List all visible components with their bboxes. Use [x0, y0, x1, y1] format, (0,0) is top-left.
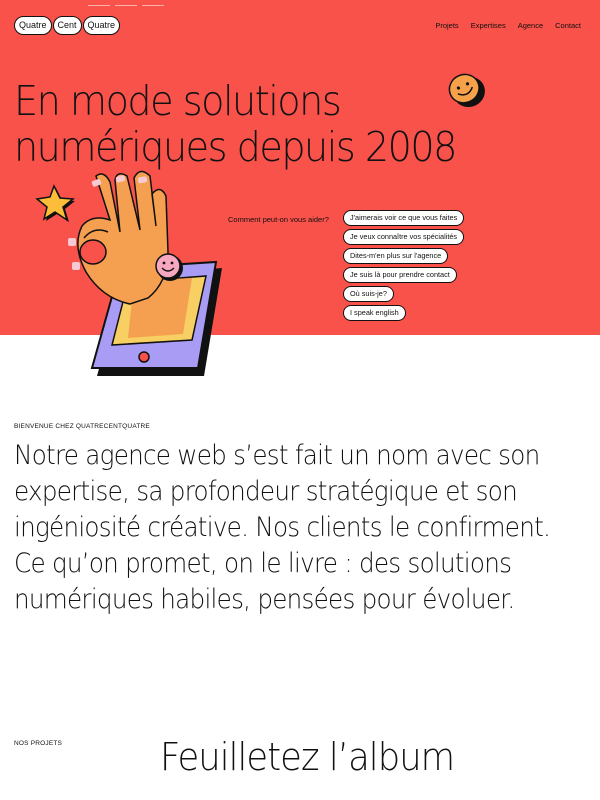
nav-projets[interactable]: Projets	[435, 21, 459, 30]
nav-agence[interactable]: Agence	[517, 21, 544, 30]
help-question: Comment peut-on vous aider?	[228, 215, 329, 224]
logo-word-1: Quatre	[14, 16, 52, 35]
logo-word-3: Quatre	[83, 16, 121, 35]
hero-title-line-2: numériques depuis 2008	[14, 123, 456, 171]
chip-about-agency[interactable]: Dites-m'en plus sur l'agence	[343, 248, 448, 264]
chip-contact[interactable]: Je suis là pour prendre contact	[343, 267, 457, 283]
chip-specialties[interactable]: Je veux connaître vos spécialités	[343, 229, 464, 245]
decorative-lines	[88, 5, 169, 6]
welcome-eyebrow: BIENVENUE CHEZ QUATRECENTQUATRE	[14, 423, 150, 430]
nav-contact[interactable]: Contact	[555, 21, 581, 30]
chip-see-work[interactable]: J'aimerais voir ce que vous faites	[343, 210, 464, 226]
hero-section	[0, 0, 600, 335]
intro-text: Notre agence web s’est fait un nom avec son expertise, sa profondeur stratégique et son ingéniosité créative. Nos clients le confirment. Ce qu’on promet, on le livre : des solutions numériques habiles, pensées pour évoluer.	[14, 440, 551, 615]
hero-title-line-1: En mode solutions	[14, 77, 341, 125]
main-nav	[423, 21, 581, 30]
nav-expertises[interactable]: Expertises	[470, 21, 506, 30]
hero-title	[14, 78, 498, 170]
chip-english[interactable]: I speak english	[343, 305, 406, 321]
projects-eyebrow: NOS PROJETS	[14, 740, 63, 747]
chip-where-am-i[interactable]: Où suis-je?	[343, 286, 394, 302]
logo[interactable]	[14, 16, 121, 35]
projects-title: Feuilletez l’album	[160, 735, 455, 779]
logo-word-2: Cent	[53, 16, 82, 35]
help-options	[343, 210, 464, 324]
